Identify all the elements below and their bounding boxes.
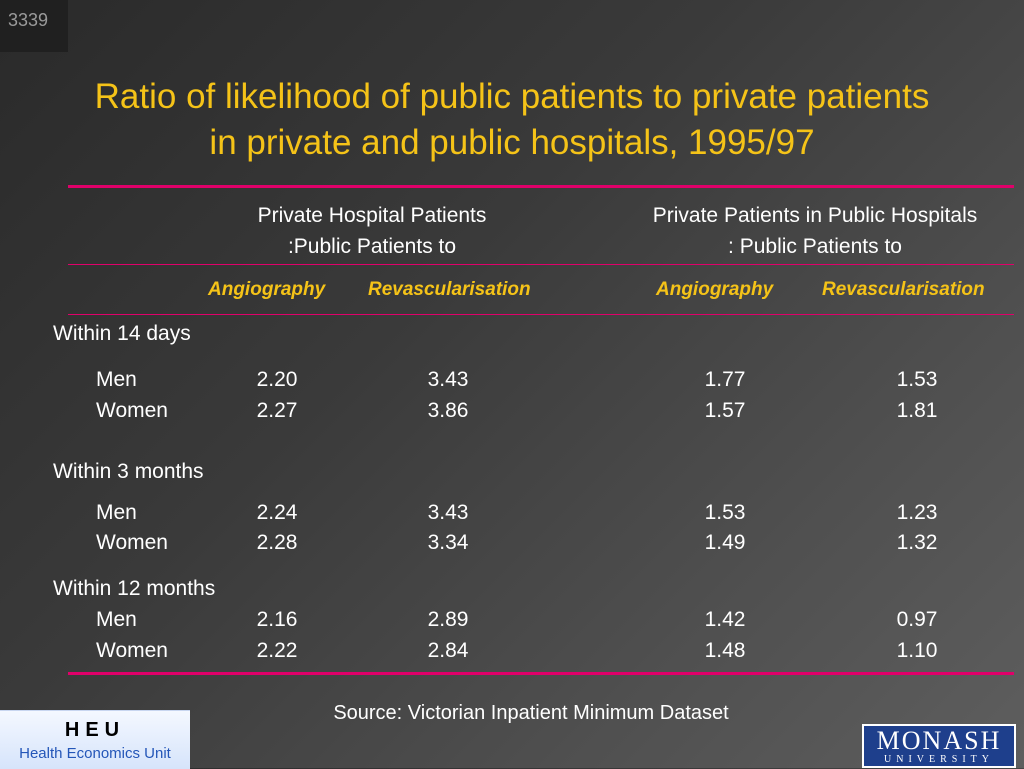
top-rule	[68, 185, 1014, 188]
group1-line1: Private Hospital Patients	[257, 204, 487, 227]
value-cell: 3.34	[427, 531, 469, 554]
header-rule	[68, 264, 1014, 265]
value-cell: 1.10	[896, 639, 938, 662]
monash-logo	[862, 724, 1016, 768]
heu-logo-subtitle: Health Economics Unit	[19, 745, 171, 762]
heu-logo-title: HEU	[64, 719, 126, 741]
value-cell: 2.24	[256, 501, 298, 524]
section-label-12-months: Within 12 months	[53, 577, 216, 600]
monash-logo-university: UNIVERSITY	[884, 754, 994, 765]
subheader-rule	[68, 314, 1014, 315]
row-label: Women	[96, 399, 168, 422]
subheader-revascularisation-1: Revascularisation	[368, 279, 531, 300]
value-cell: 1.23	[896, 501, 938, 524]
slide-title	[0, 74, 1024, 166]
group-header-public-hospital	[610, 200, 1020, 262]
value-cell: 3.43	[427, 501, 469, 524]
value-cell: 1.53	[896, 368, 938, 391]
value-cell: 2.28	[256, 531, 298, 554]
value-cell: 0.97	[896, 608, 938, 631]
row-label: Men	[96, 368, 137, 391]
value-cell: 1.81	[896, 399, 938, 422]
section-label-3-months: Within 3 months	[53, 460, 204, 483]
subheader-angiography-2: Angiography	[656, 279, 774, 300]
title-line-2: in private and public hospitals, 1995/97	[209, 123, 815, 162]
value-cell: 1.49	[704, 531, 746, 554]
slide-number: 3339	[0, 0, 68, 52]
group2-line2: : Public Patients to	[728, 235, 902, 258]
bottom-rule	[68, 672, 1014, 675]
subheader-revascularisation-2: Revascularisation	[822, 279, 985, 300]
value-cell: 1.77	[704, 368, 746, 391]
source-note: Source: Victorian Inpatient Minimum Dataset	[333, 702, 729, 724]
value-cell: 2.22	[256, 639, 298, 662]
value-cell: 1.42	[704, 608, 746, 631]
row-label: Men	[96, 501, 137, 524]
value-cell: 1.57	[704, 399, 746, 422]
group-header-private-hospital	[212, 200, 532, 262]
value-cell: 1.32	[896, 531, 938, 554]
value-cell: 1.48	[704, 639, 746, 662]
monash-logo-name: MONASH	[876, 726, 1002, 755]
subheader-angiography-1: Angiography	[208, 279, 326, 300]
value-cell: 1.53	[704, 501, 746, 524]
group2-line1: Private Patients in Public Hospitals	[652, 204, 978, 227]
value-cell: 3.86	[427, 399, 469, 422]
value-cell: 2.89	[427, 608, 469, 631]
value-cell: 2.16	[256, 608, 298, 631]
value-cell: 2.84	[427, 639, 469, 662]
title-line-1: Ratio of likelihood of public patients to private patients	[94, 77, 930, 116]
row-label: Women	[96, 531, 168, 554]
row-label: Men	[96, 608, 137, 631]
value-cell: 2.27	[256, 399, 298, 422]
value-cell: 2.20	[256, 368, 298, 391]
row-label: Women	[96, 639, 168, 662]
value-cell: 3.43	[427, 368, 469, 391]
section-label-14-days: Within 14 days	[53, 322, 191, 345]
heu-logo	[0, 710, 190, 769]
group1-line2: :Public Patients to	[287, 235, 457, 258]
